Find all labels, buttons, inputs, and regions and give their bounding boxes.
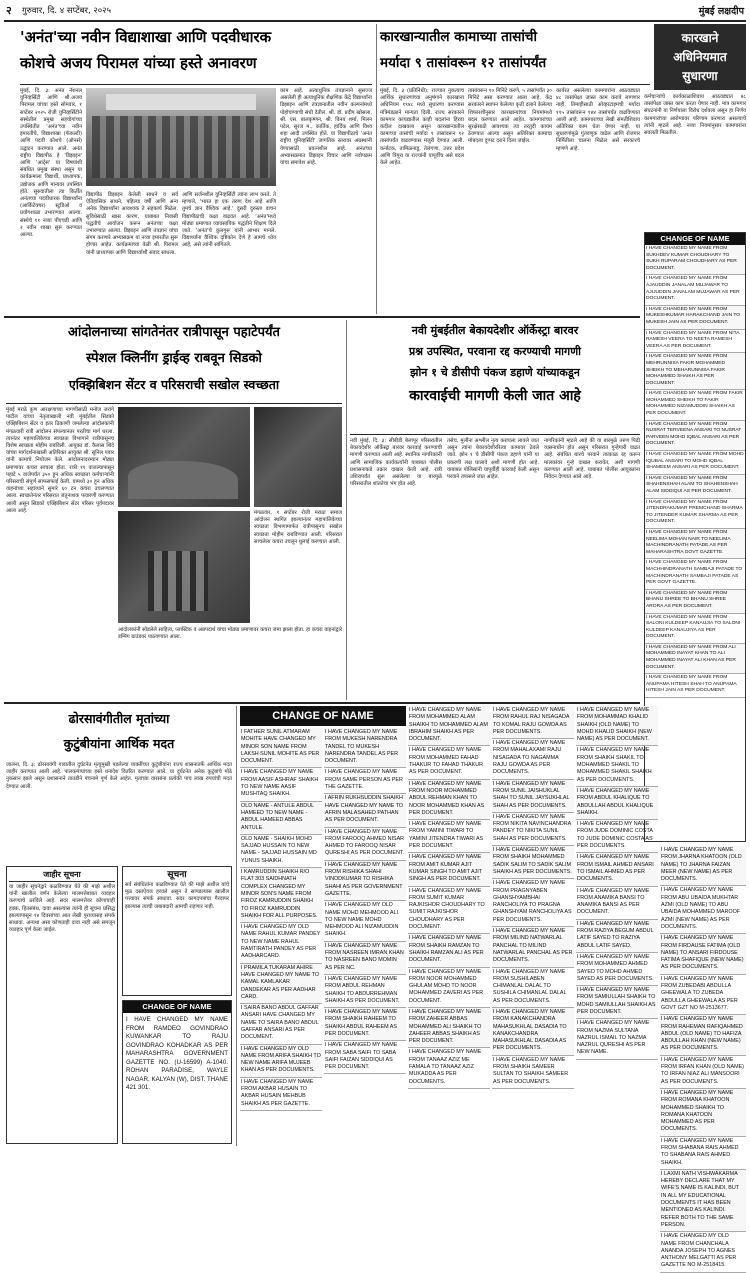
story3-photo-top bbox=[118, 407, 250, 507]
name-change-notice: I HAVE CHANGED MY NAME FROM ROMANA KHATOON MOHAMMED SHAIKH TO ROMANA KHATOON MOHAMMED AS PER DOCUMENTS. bbox=[660, 1089, 746, 1137]
story4-col3-text: नागरिकांनी म्हटले आहे की या बारमुळे तरुण पिढी व्यसनाधीन होत असून परिसरात गुन्हेगारी वाढत आहे. संबंधित बारचे परवाने तात्काळ रद्द करून मालकांवर गुन्हे दाखल करावेत, अशी मागणी करण्यात आली आहे. याबाबत पोलीस आयुक्तांना निवेदन देण्यात आले आहे. bbox=[544, 438, 640, 481]
middle-section-rule bbox=[4, 702, 640, 704]
name-change-notice: I HAVE CHANGED MY NAME FROM ISMAIL AHMED ANSARI TO ISMAIL AHMED AS PER DOCUMENTS. bbox=[576, 853, 658, 886]
classifieds-col6 bbox=[660, 846, 746, 1269]
public-notice-text: या जाहीर सूचनेद्वारे कळविण्यात येते की माझे अशील यांनी खालील वर्णन केलेल्या मालमत्तेबाबत व्यवहार करण्याचे ठरविले आहे. सदर मालमत्तेवर कोणाचाही हक्क, हितसंबंध, दावा असल्यास त्यांनी ही सूचना प्रसिद्ध झाल्यापासून १४ दिवसांच्या आत लेखी पुराव्यासह संपर्क साधावा. अन्यथा असा कोणताही दावा नाही असे समजून व्यवहार पूर्ण केला जाईल. bbox=[9, 884, 115, 934]
story3-body bbox=[6, 407, 114, 697]
story4-headline-line2: प्रश्न उपस्थित, परवाना रद्द करण्याची मागणी bbox=[409, 345, 581, 358]
small-coc-heading: CHANGE OF NAME bbox=[123, 1001, 231, 1013]
name-change-notice: I HAVE CHANGED MY NAME FROM SUNIL JAISHUKLAL SHAH TO SUNIL JAYSUKHLAL SHAH AS PER DOCUMENTS. bbox=[492, 780, 574, 813]
right-coc-heading: CHANGE OF NAME bbox=[645, 233, 745, 245]
name-change-notice: I SAIRA BANO ABDUL GAFFAR ANSARI HAVE CHANGED MY NAME TO SAIRA BANO ABDUL GAFFAR ANSARI AS PER DOCUMENT. bbox=[240, 1004, 322, 1044]
name-change-notice: I HAVE CHANGED MY NAME FROM AKBAR HUSAIN TO AKBAR HUSAIN MEHBUB SHAIKH AS PER GAZETTE. bbox=[240, 1078, 322, 1111]
page-number: २ bbox=[6, 4, 12, 17]
story3-caption bbox=[254, 510, 342, 620]
story2-tag-line2: अधिनियमात bbox=[673, 50, 727, 64]
name-change-notice: I HAVE CHANGED MY NAME FROM AMIT KUMAR AJIT KUMAR SINGH TO AMIT AJIT SINGH AS PER DOCUMENT. bbox=[408, 853, 490, 886]
photo-people-row bbox=[92, 116, 270, 178]
story2-col2 bbox=[468, 88, 552, 313]
suchana-box bbox=[122, 866, 232, 996]
public-notice-box bbox=[6, 866, 118, 1144]
name-change-notice: I HAVE CHANGED MY NAME FROM SAME PERSON AS PER THE GAZETTE. bbox=[324, 768, 406, 794]
name-change-notice: I HAVE CHANGED MY NAME FROM NOOR MOHAMMED ABDUL REHMAN KHAN TO NOOR MOHAMMED KHAN AS PER DOCUMENT. bbox=[408, 780, 490, 820]
column-divider-2 bbox=[346, 320, 347, 700]
name-change-notice: I HAVE CHANGED MY NAME FROM MOHAMMED AHMED SAYED TO MOHD AHMED SAYED AS PER DOCUMENTS. bbox=[576, 953, 658, 986]
name-change-notice: I HAVE CHANGED MY NAME FROM KANAKCHANDRA MAHASUKHLAL DASADIA TO KANAKCHANDRA MAHASUKHLAL DASADIA AS PER DOCUMENTS. bbox=[492, 1008, 574, 1056]
name-change-notice: I HAVE CHANGED MY NAME FROM AJAUDDIN JANALAM MUJAWAR TO AJIJUDDIN JANALAM MUJAWAR AS PER DOCUMENT. bbox=[645, 275, 745, 305]
classifieds-col5 bbox=[576, 706, 658, 1146]
name-change-notice: OLD NAME - SHAIKH MOHD SAJJAD HUSSAIN TO NEW NAME - SAJJAD HUSSAIN MD YUNUS SHAIKH. bbox=[240, 835, 322, 868]
classifieds-col2 bbox=[324, 728, 406, 1146]
name-change-notice: I HAVE CHANGED MY NAME FROM NASREEN IMRAN KHAN TO NASREEN BANO MOMIN AS PER NC. bbox=[324, 942, 406, 975]
name-change-notice: I HAVE CHANGED MY NAME FROM ZAHEER ABBAS MOHAMMED ALI SHAIKH TO ZAHEER ABBAS SHAIKH AS PER DOCUMENT. bbox=[408, 1008, 490, 1048]
story4-headline-line4: कारवाईची मागणी केली जात आहे bbox=[409, 388, 581, 404]
suchana-title: सूचना bbox=[167, 870, 187, 880]
story3-headline-line3: एक्झिबिशन सेंटर व परिसराची सखोल स्वच्छता bbox=[68, 377, 280, 392]
classifieds-heading-box bbox=[240, 706, 406, 726]
name-change-notice: I HAVE CHANGED MY OLD NAME FROM CHANCHALA ANANDA JOSEPH TO AGNES ANTHONY MELGATTI AS PER GAZETTE NO M-2518415. bbox=[660, 1232, 746, 1272]
story4-col1 bbox=[350, 438, 442, 698]
name-change-notice: I HAVE CHANGED MY NAME FROM MUKESH NARENDRA TANDEL TO MUKESH NARENDRA TANDEL AS PER DOCUMENT. bbox=[324, 728, 406, 768]
name-change-notice: I HAVE CHANGED MY NAME FROM MACHHINDRANATH SAMBAJI PATADE TO MACHINDRANATH SAMBAJI PATADE AS PER GOVT GAZETTE. bbox=[645, 559, 745, 589]
story2-divider bbox=[380, 84, 650, 85]
story2-col1-text: मुंबई, दि. ३ (प्रतिनिधी): राज्यात नुकत्याच आर्थिक सुधारणांच्या अनुषंगाने कारखाना अधिनियम १९४८ मध्ये सुधारणा करण्यास मंत्रिमंडळाने मान्यता दिली. राज्य सरकारने कामगार कायद्यातील काही बदलांना हिरवा कंदील दाखवला असून कारखान्यातील कामाच्या तासांची मर्यादा ९ तासांवरून १२ तासांपर्यंत वाढवण्यास मंजुरी देण्यात आली. कर्नाटक, तामिळनाडू, तेलंगणा, उत्तर प्रदेश आणि त्रिपुरा या राज्यांनी यापूर्वीच असे बदल केले आहेत. bbox=[380, 88, 464, 167]
name-change-notice: I HAVE CHANGED MY NAME FROM JITENDRAKUMAR PREMCHAND SHARMA TO JITENDER KUMAR SHARMA AS PER DOCUMENT. bbox=[645, 499, 745, 529]
story1-col1 bbox=[20, 88, 82, 313]
story3-body-text: मुंबई मराठे कुण आरक्षणाच्या मागणीसाठी मनोज जरांगे पाटील यांच्या नेतृत्वाखाली नवी मुंबईतील सिडको एक्झिबिशन सेंटर व इतर ठिकाणी जमलेल्या आंदोलकांनी मंगळवारी रात्री आंदोलन संपल्यानंतर परतीचा मार्ग धरला. त्यानंतर महापालिकेच्या स्वच्छता विभागाने रात्रीपासूनच विशेष स्वच्छता मोहीम राबविली. आयुक्त डॉ. कैलास शिंदे यांच्या मार्गदर्शनाखाली अतिरिक्त आयुक्त श्री. सुनिल पवार यांनी कामाचे नियोजन केले. आंदोलनादरम्यान मोठ्या प्रमाणावर कचरा साचला होता. रात्री ११ वाजल्यापासून पहाटे ५ वाजेपर्यंत ३५० हून अधिक स्वच्छता कर्मचाऱ्यांनी परिसराची संपूर्ण साफसफाई केली. यामध्ये ३० हून अधिक वाहनांच्या सहाय्याने सुमारे ६० टन कचरा उचलण्यात आला. स्वच्छतेनंतर परिसरात जंतुनाशक फवारणी करण्यात आली असून सिडको एक्झिबिशन सेंटर परिसर पूर्वपदावर आला आहे. bbox=[6, 407, 114, 514]
small-change-of-name-box bbox=[122, 1000, 232, 1144]
name-change-notice: I HAVE CHANGED MY NAME FROM SAMIULLAH SHAIKH TO MOHD SAMIULLAH SHAIKH AS PER DOCUMENT. bbox=[576, 986, 658, 1019]
story2-tag-line1: कारखाने bbox=[681, 31, 719, 45]
name-change-notice: I HAVE CHANGED MY NAME FROM FAKIR MOHAMMED SHEIKH TO FAKIR MOHAMMED NIZAMUDDIN SHAIKH AS PER DOCUMENT. bbox=[645, 390, 745, 420]
name-change-notice: I HAVE CHANGED MY NAME FROM AASIF ASHRAF SHAIKH TO NEW NAME AASIF MUSHTAQ SHAIKH. bbox=[240, 768, 322, 801]
story3-photo-bottom bbox=[118, 511, 250, 623]
name-change-notice: I HAVE CHANGED MY NAME FROM SUSHILABEN CHIMANLAL DALAL TO SUSHILA CHIMANLAL DALAL AS PER DOCUMENTS. bbox=[492, 968, 574, 1008]
name-change-notice: I HAVE CHANGED MY OLD NAME RAHUL KUMAR PANDEY TO NEW NAME RAHUL RAMTIRATH PANDEY AS PER AADHARCARD. bbox=[240, 923, 322, 963]
brand-name: मुंबई लक्षदीप bbox=[698, 6, 744, 17]
name-change-notice: I HAVE CHANGED MY NAME FROM JUDE DOMINIC COSTA TO JUDE DOMINIC COSTA AS PER DOCUMENTS. bbox=[576, 820, 658, 853]
name-change-notice: I HAVE CHANGED MY NAME FROM FAROOQ AHMED NISAR AHMED TO FAROOQ NISAR QURESHI AS PER DOCUMENT. bbox=[324, 828, 406, 861]
story4-headline-line3: झोन १ चे डीसीपी पंकज डहाणे यांच्याकडून bbox=[410, 366, 580, 379]
name-change-notice: I HAVE CHANGED MY NAME FROM TANAAZ AZIZ ME FAMALA TO TANAAZ AZIZ MUKADDA AS PER DOCUMENTS. bbox=[408, 1048, 490, 1088]
name-change-notice: I HAVE CHANGED MY NAME FROM SHAIKH SAMEER SULTAN TO SHAIKH SAMEER AS PER DOCUMENTS. bbox=[492, 1056, 574, 1089]
story2-col4 bbox=[644, 94, 746, 230]
story2-col3-text: कार्यरत असलेल्या कामगारांना आठवड्यात ४८ तासांपेक्षा जास्त काम करावे लागणार नाही. तिमाहीसाठी ओव्हरटाइमची मर्यादा ११५ तासांवरून १४४ तासांपर्यंत वाढविण्यात आली आहे. कामगाराच्या लेखी संमतीशिवाय अतिरिक्त काम घेता येणार नाही. या सुधारणांमुळे गुंतवणूक वाढेल आणि रोजगार निर्मितीला चालना मिळेल असे सरकारचे म्हणणे आहे. bbox=[556, 88, 640, 152]
name-change-notice: I HAVE CHANGED MY NAME FROM NOOR MOHAMMED GHULAM MOHD TO NOOR MOHAMMED ZAVERI AS PER DOCUMENT. bbox=[408, 968, 490, 1008]
story1-col4-text: काम आहे. अत्याधुनिक तंत्रज्ञानाने सुसज्ज असलेली ही अत्याधुनिक शैक्षणिक केंद्रे विद्यार्थ्यांना डिझाइन आणि तंत्रज्ञानातील नवीन कल्पनांमध्ये पोहोचण्याची संधी देतील. श्री. डॉ. प्रदीप खोसला, श्री. एस. बालकृष्णन, श्री. विनय शर्मा, मिलन पटेल, सुरज म., कार्तिक, हार्दिक आणि विश्व शहा आदी उपस्थित होते. या विद्यापीठाचे 'अनंत राष्ट्रीय युनिव्हर्सिटी' जागतिक स्तरावर अग्रस्थानी येण्यासाठी प्रयत्नशील आहे. अनंतच्या अभ्यासक्रमात डिझाइन विचार आणि नवोपक्रम यांचा समावेश आहे. bbox=[280, 88, 372, 167]
name-change-notice: OLD NAME - ANTULE ABDUL HAMEED TO NEW NAME - ABDUL HAMEED ABBAS ANTULE. bbox=[240, 802, 322, 835]
story4-divider bbox=[350, 434, 640, 435]
story3-headline-line2: स्पेशल क्लिनींग ड्राईव्ह राबवून सिडको bbox=[86, 351, 262, 366]
name-change-notice: I HAVE CHANGED MY NAME FROM IRFAN KHAN (OLD NAME) TO IRFAN NIAZ ALI MANSOORI AS PER DOCUMENTS. bbox=[660, 1056, 746, 1089]
right-coc-list bbox=[645, 245, 745, 698]
name-change-notice: I HAVE CHANGED MY NAME FROM ABDUL KHALIQUE TO ABDULLAH ABDUL KHALIQUE SHAIKH. bbox=[576, 787, 658, 820]
story4-col2 bbox=[447, 438, 539, 698]
classifieds-col3 bbox=[408, 706, 490, 1146]
name-change-notice: I HAVE CHANGED MY NAME FROM SUMIT KUMAR RAJKISHOR CHOUDHARY TO SUMIT RAJKISHOR CHOUDHARY AS PER DOCUMENT. bbox=[408, 887, 490, 935]
name-change-notice: I HAVE CHANGED MY NAME FROM RAHEMAN RAFIQAHMED ABDUL (OLD NAME) TO HAFIZA ABDULLAH KHAN (NEW NAME) AS PER DOCUMENTS. bbox=[660, 1015, 746, 1055]
story2-col2-text: तासांवरून १० मिनिटे करणे, ५ तासांपर्यंत ३० मिनिटे असा करण्यात आला आहे. केंद्र सरकारने स्थापन केलेल्या कृती दलाने केलेल्या शिफारशीनुसार कारखान्यांच्या नियमांमध्ये बदल करण्यात आले आहेत. कामगारांच्या सुरक्षेसाठी आवश्यक त्या तरतुदी कायम ठेवण्यात आल्या असून अतिरिक्त कामाचा मोबदला दुप्पट दराने दिला जाईल. bbox=[468, 88, 552, 145]
public-notice-title: जाहीर सूचना bbox=[9, 869, 115, 882]
name-change-notice: I HAVE CHANGED MY NAME FROM NIKITA NAVINCHANDRA PANDEY TO NIKITA SUNIL SHAH AS PER DOCUMENTS. bbox=[492, 813, 574, 846]
name-change-notice: I HAVE CHANGED MY NAME FROM MILIND NATWARLAL PANCHAL TO MILIND NATWARLAL PANCHAL AS PER DOCUMENTS. bbox=[492, 927, 574, 967]
name-change-notice: I HAVE CHANGED MY NAME FROM BHANU SHREE TO BHANU SHREE ARORA AS PER DOCUMENT. bbox=[645, 590, 745, 614]
story1-headline-line1: 'अनंत'च्या नवीन विद्याशाखा आणि पदवीधारक bbox=[20, 28, 272, 46]
name-change-notice: I HAVE CHANGED MY NAME FROM YAMINI TIWARI TO YAMINI JITENDRA TIWARI AS PER DOCUMENT. bbox=[408, 820, 490, 853]
photo-trash-pile bbox=[128, 461, 238, 499]
story2-col4-text: कर्मचाऱ्यांचे कार्यकाळाशिवाय आठवड्यात ४८ तासांपेक्षा जास्त काम करता येणार नाही. मात्र कामगार संघटनांनी या निर्णयाला विरोध दर्शवला असून हा निर्णय कामगारांच्या आरोग्यावर परिणाम करणारा असल्याचे त्यांनी म्हटले आहे. नव्या नियमांनुसार कामगारांना सवलती मिळतील. bbox=[644, 94, 746, 137]
suchana-text: सर्व संबंधितांना कळविण्यात येते की माझे अशील यांचे मूळ दस्तऐवज हरवले असून ते सापडल्यास खालील पत्त्यावर संपर्क साधावा. सदर कागदपत्रांचा गैरवापर झाल्यास त्याची जबाबदारी आमची राहणार नाही. bbox=[125, 882, 229, 910]
upper-section-rule bbox=[4, 316, 640, 318]
right-change-of-name-column bbox=[644, 232, 746, 842]
story2-headline-line2: मर्यादा ९ तासांवरून १२ तासांपर्यंत bbox=[380, 55, 547, 71]
name-change-notice: I HAVE CHANGED MY NAME FROM SHAIKH RAMZAN TO SHAIKH RAMZAN ALI AS PER DOCUMENT. bbox=[408, 934, 490, 967]
story2-col1 bbox=[380, 88, 464, 313]
story5-headline-line2: कुटुंबीयांना आर्थिक मदत bbox=[63, 736, 175, 751]
name-change-notice: I HAVE CHANGED MY NAME FROM NEELIMA MOHAN NAIR TO NEELIMA MACHINDRANATH PATADE AS PER MAHARASHTRA GOVT GAZETTE. bbox=[645, 529, 745, 559]
name-change-notice: I HAVE CHANGED MY NAME FROM MAHALAXAMI RAJU NISAGADA TO NAGAMMA RAJU GOWDA AS PER DOCUMENTS. bbox=[492, 739, 574, 779]
story4-headline-line1: नवी मुंबईतील बेकायदेशीर ऑर्केस्ट्रा बारवर bbox=[411, 324, 579, 337]
classifieds-col1 bbox=[240, 728, 322, 1146]
header-rule bbox=[4, 20, 746, 22]
name-change-notice: I HAVE CHANGED MY NAME FROM MUKESHKUMAR HARAKCHAND JAIN TO MUKESH JAIN AS PER DOCUMENT. bbox=[645, 306, 745, 330]
name-change-notice: I FATHER SUNIL ATMARAM MOHITE HAVE CHANGED MY MINOR SON NAME FROM LAKSH SUNIL MOHITE AS PER DOCUMENT. bbox=[240, 728, 322, 768]
story5-headline bbox=[6, 706, 232, 760]
name-change-notice: I HAVE CHANGED MY NAME FROM MOHAMMED ALAM SHAIKH TO MOHAMMED ALAM IBRAHIM SHAIKH AS PER DOCUMENT. bbox=[408, 706, 490, 746]
story5-body-text: जालना, दि. ३: ढोरसावंगी गावातील दुर्घटनेत मृत्युमुखी पडलेल्या व्यक्तींच्या कुटुंबीयांना राज्य शासनातर्फे आर्थिक मदत जाहीर करण्यात आली आहे. पालकमंत्र्यांच्या हस्ते धनादेश वितरित करण्यात आले. या दुर्घटनेत अनेक कुटुंबांचे मोठे नुकसान झाले असून प्रशासनाने तातडीने पंचनामे पूर्ण केले आहेत. मृतांच्या वारसांना प्रत्येकी पाच लाख रुपयांची मदत देण्यात आली. bbox=[6, 762, 232, 790]
story3-headline bbox=[6, 320, 342, 402]
name-change-notice: I HAVE CHANGED MY NAME FROM RISHIKA SHAHI VINODKUMAR TO RISHIKA SHAHI AS PER GOVERNMENT GAZETTE. bbox=[324, 861, 406, 901]
name-change-notice: I AFRIN RUKHSUDDIN SHAIKH HAVE CHANGED MY NAME TO AFRIN MALASAHED PATHAN AS PER DOCUMENT. bbox=[324, 794, 406, 827]
story1-divider bbox=[20, 84, 372, 85]
name-change-notice: I HAVE CHANGED MY OLD NAME FROM ARIFA SHAIKH TO NEW NAME ARIFA MUJEEB KHAN AS PER DOCUMENTS. bbox=[240, 1045, 322, 1078]
name-change-notice: I HAVE CHANGED MY NAME FROM FIRDAUSE FATIMA (OLD NAME) TO ANSARI FIRDOUSE FATIMA SHAFIQUE (NEW NAME) AS PER DOCUMENTS. bbox=[660, 934, 746, 974]
name-change-notice: I HAVE CHANGED MY NAME FROM ABU UBAIDA MUKHTAR AZMI (OLD NAME) TO ABU UBAIDA MOHAMMED MAROOF AZMI (NEW NAME) AS PER DOCUMENTS. bbox=[660, 886, 746, 934]
story1-col2-text: विद्यापीठ डिझाइन केलेली साधने व सर्व ऐतिहासिक साधने, पहिल्या वर्षी आणि अन्य अनेक विद्यार्थ्यांना आवश्यक ते सहकार्य मिळेल. सुविधेसाठी खास कारण, याबाबत निवासी पद्धतीचे आयोजन करून अनंतच्या कक्षा उभारण्यात आल्या. डिझाइन आणि तंत्रज्ञान यांचा संगम करणारे अभ्यासक्रम या नव्या इमारतीत सुरू होणार आहेत. कार्यक्रमाच्या वेळी श्री. पिरामल यांनी प्राध्यापक आणि विद्यार्थ्यांशी संवाद साधला. bbox=[86, 192, 178, 256]
story1-col4 bbox=[280, 88, 372, 313]
story2-headline-line1: कारखान्यातील कामाच्या तासांची bbox=[380, 29, 537, 45]
name-change-notice: I HAVE CHANGED MY NAME FROM JHARNA KHATOON (OLD NAME) TO JHARNA FAIZAN MEER (NEW NAME) AS PER DOCUMENTS. bbox=[660, 846, 746, 886]
name-change-notice: I HAVE CHANGED MY NAME FROM RAHUL RAJ NISAGADA TO KOMAL RAJU GOWDA AS PER DOCUMENTS. bbox=[492, 706, 574, 739]
name-change-notice: I PRAMILA TUKARAM AHIRE HAVE CHANGED MY NAME TO KAMAL KAMLAKAR DANDEKAR AS PER AADHAR CARD. bbox=[240, 964, 322, 1004]
story2-col3 bbox=[556, 88, 640, 313]
name-change-notice: I HAVE CHANGED MY NAME FROM ABDUL REHMAN SHAIKH TO ABDURREHMAN SHAIKH AS PER DOCUMENT. bbox=[324, 975, 406, 1008]
story4-col2-text: तसेच, मुलींना अश्लील नृत्य करायला लावले जात असून त्यांना बेकायदेशीररित्या कामावर ठेवले जाते. झोन १ चे डीसीपी पंकज डहाणे यांनी या प्रकरणी लक्ष घालावे अशी मागणी होत आहे. याबाबत पोलिसांनी यापूर्वीही कारवाई केली असून परवाने तपासले जात आहेत. bbox=[447, 438, 539, 481]
story1-col2 bbox=[86, 192, 178, 313]
story2-tag-line3: सुधारणा bbox=[682, 69, 718, 83]
classifieds-col4 bbox=[492, 706, 574, 1146]
story3-divider bbox=[6, 403, 342, 404]
small-coc-text: I HAVE CHANGED MY NAME FROM RAMDEO GOVINDRAO KUWANKAR TO RAJU GOVINDRAO KOHADKAR AS PER MAHARASHTRA GOVERNMENT GAZETTE NO. (U-16599) A-1040. ROHAN PARADISE, WAYLE NAGAR, KALYAN (W), DIST. THANE 421 301. bbox=[126, 1016, 228, 1091]
story3-caption2-text: आंदोलकांनी सोडलेले साहित्य, प्लास्टिक व अन्नपदार्थ यांचा मोठ्या प्रमाणावर कचरा जमा झाला होता. हा कचरा वाहनांद्वारे डम्पिंग ग्राउंडवर पाठवण्यात आला. bbox=[118, 627, 342, 641]
story1-headline-line2: कोशचे अजय पिरामल यांच्या हस्ते अनावरण bbox=[20, 54, 257, 72]
story3-photo-side bbox=[254, 407, 342, 507]
story4-col3 bbox=[544, 438, 640, 698]
name-change-notice: I HAVE CHANGED MY NAME FROM NAZMA SULTANA NAZRUL ISMAIL TO NAZMA NAZRUL QURESHI AS PER NEW NAME. bbox=[576, 1019, 658, 1059]
story1-col1-text: मुंबई, दि. ३: अनंत नॅशनल युनिव्हर्सिटी आणि श्री.अजय पिरामल यांच्या हस्ते सोमवार, १ सप्टेंबर २०२५ रोजी युनिव्हर्सिटीने संस्थेतील प्रमुख सहयोगांच्या उपस्थितीत 'अनंत'च्या नवीन इमारतीचे, विद्याशाखा (फॅकल्टी) आणि पदवी कोशचे (ऑनर्स) उद्घाटन करण्यात आले. अनंत राष्ट्रीय विद्यापीठ हे 'डिझाइन' आणि 'आर्ट्स' या विषयांशी संबंधित प्रमुख संस्था असून या कार्यक्रमाला विद्यार्थी, प्राध्यापक, उद्योजक आणि मान्यवर उपस्थित होते. सुरुवातीला त्या किर्तीत अनंतच्या पदवीधारक विद्यार्थ्यांना (आर्किटेक्चर) स्टुडिओ व प्रयोगशाळा उभारण्यात आल्या. संस्थेचे ११ नव्या पीएचडी आणि २ नवीन शाखा सुरू करण्यात आल्या. bbox=[20, 88, 82, 239]
name-change-notice: I HAVE CHANGED MY NAME FROM SHAHENSHAH ALAM TO SHAHENSHAH ALAM SIDDIQUI AS PER DOCUMENT. bbox=[645, 475, 745, 499]
classifieds-heading: CHANGE OF NAME bbox=[240, 706, 406, 726]
name-change-notice: I HAVE CHANGED MY NAME FROM PRAGNYABEN GHANSHYAMBHAI RANCHOLIYA TO PRAGNA GHANSHYAM RANCHOLIYA AS PER DOCUMENTS. bbox=[492, 879, 574, 927]
date-line: गुरुवार, दि. ४ सप्टेंबर, २०२५ bbox=[22, 6, 112, 16]
column-divider-1 bbox=[376, 24, 377, 314]
story3-caption-text: मंगळवार, १ सप्टेंबर रोजी मराठा समाज आंदोलन स्थगित झाल्यानंतर महापालिकेच्या स्वच्छता विभागामार्फत रात्रीपासूनच सखोल स्वच्छता मोहीम राबविण्यात आली. परिसरात साचलेला कचरा उचलून धुलाई करण्यात आली. bbox=[254, 510, 342, 545]
name-change-notice: I HAVE CHANGED MY NAME FROM SALONI KULDEEP KANAUJIA TO SALONI KULDEEP KANAUJIYA AS PER DOCUMENT. bbox=[645, 614, 745, 644]
name-change-notice: I HAVE CHANGED MY NAME FROM SABA SAIFI TO SABA SAIFI FAIZAN SIDDIQUI AS PER DOCUMENT. bbox=[324, 1041, 406, 1074]
name-change-notice: I LAXMI NATH VISHWAKARMA HEREBY DECLARE THAT MY WIFE'S NAME IS KALINDI, BUT IN ALL MY EDUCATIONAL DOCUMENTS IT HAS BEEN MENTIONED AS KALINDI. REFER BOTH TO THE SAME PERSON. bbox=[660, 1170, 746, 1232]
story2-tag-box bbox=[654, 24, 746, 90]
story3-headline-line1: आंदोलनाच्या सांगतेनंतर रात्रीपासून पहाटेपर्यंत bbox=[68, 325, 280, 340]
name-change-notice: I HAVE CHANGED MY NAME FROM ANAMIKA BANSI TO ANAMIKA BANSI AS PER DOCUMENT. bbox=[576, 887, 658, 920]
name-change-notice: I HAVE CHANGED MY NAME FROM SHAIKH MOHAMMED SADIK SALIM TO SADIK SALIM SHAIKH AS PER DOCUMENTS. bbox=[492, 846, 574, 879]
name-change-notice: I HAVE CHANGED MY NAME FROM ALI MOHAMMED INAYAT KHAN TO ALI MOHAMMED INAYAT ALI KHAN AS PER DOCUMENT. bbox=[645, 644, 745, 674]
story4-headline bbox=[350, 320, 640, 432]
name-change-notice: I HAVE CHANGED MY NAME FROM ANUPAMA HITESH SHAH TO ANUPAMA HITESH JAIN AS PER DOCUMENT. bbox=[645, 674, 745, 698]
story1-col3 bbox=[182, 192, 276, 313]
name-change-notice: I HAVE CHANGED MY NAME FROM MOHD IQUBAL ANSARI TO MOHD IQBAL SHAMEEM ANSARI AS PER DOCUMENT. bbox=[645, 451, 745, 475]
photo-banner bbox=[106, 94, 256, 110]
story1-col3-text: आणि सर्जनशील युनिव्हर्सिटी त्यांना लाभ करते. ते म्हणाले, 'भारत हा एक तरुण देश आहे आणि तुमचे ज्ञान वैश्विक आहे.' दुसरी दुरुस्ता वाचन विद्यापीठाची कक्षा वाढवत आहे. 'अनंत'मध्ये मोठ्या प्रमाणात व्यावसायिक पद्धतीने शिक्षण दिले जाते. 'अनंत'चे कुलगुरू यांनी आभार मानले. विद्यार्थ्यांना वैश्विक दृष्टिकोन देणे हे आमचे ध्येय आहे, असे त्यांनी सांगितले. bbox=[182, 192, 276, 249]
story1-headline bbox=[20, 24, 372, 82]
name-change-notice: I HAVE CHANGED MY NAME FROM MEHRUNNISA FAKIR MOHAMMED SHEIKH TO MEHARUNNISA FAKIR MOHAMMED SHAIKH AS PER DOCUMENT. bbox=[645, 353, 745, 390]
name-change-notice: I HAVE CHANGED MY NAME FROM SUKHDEV KUMAR CHOUDHARY TO SUKH RUPARAM CHOUDHARY AS PER DOCUMENT. bbox=[645, 245, 745, 275]
name-change-notice: I HAVE CHANGED MY OLD NAME MOHD MEHMOOD ALI TO NEW NAME MOHD MEHMOOD ALI NIZAMUDDIN SHAIKH. bbox=[324, 901, 406, 941]
name-change-notice: I HAVE CHANGED MY NAME FROM MOHAMMAD KHALID SHAIKH (OLD NAME) TO MOHD KHALID SHAIKH (NEW NAME) AS PER DOCUMENT. bbox=[576, 706, 658, 746]
story5-headline-line1: ढोरसावंगीतील मृतांच्या bbox=[68, 711, 170, 726]
name-change-notice: I HAVE CHANGED MY NAME FROM NITA RAMESH VEERA TO NEETA RAMESH VEERA AS PER DOCUMENT. bbox=[645, 330, 745, 354]
name-change-notice: I KAMRUDDIN SHAIKH R/O FLAT 303 SAIDHNATH COMPLEX CHANGED MY MINOR SON'S NAME FROM FIROZ KAMRUDDIN SHAIKH TO FIROZ KAMRUDDIN SHAIKH FOR ALL PURPOSES. bbox=[240, 868, 322, 923]
name-change-notice: I HAVE CHANGED MY NAME FROM SHABANA RAIS AHMED TO SHABANA RAIS AHMED SHAIKH. bbox=[660, 1137, 746, 1170]
name-change-notice: I HAVE CHANGED MY NAME FROM SHAIKH SHAKIL TO MOHAMMED SHAKIL TO MOHAMMED SHAKIL SHAIKH AS PER DOCUMENTS. bbox=[576, 746, 658, 786]
column-divider-3 bbox=[236, 706, 237, 1146]
story5-body bbox=[6, 762, 232, 862]
story3-caption2 bbox=[118, 627, 342, 699]
name-change-notice: I HAVE CHANGED MY NAME FROM ZUBEDABI ABDULLA GHEEWALA TO ZUBEDA ABDULLA GHEEWALA AS PER GOVT GZT NO M-2513677. bbox=[660, 975, 746, 1015]
name-change-notice: I HAVE CHANGED MY NAME FROM MOHAMMED FAHAD THAKUR TO FAHAD THAKUR AS PER DOCUMENT. bbox=[408, 746, 490, 779]
story4-col1-text: नवी मुंबई, दि. ३: सीबीडी बेलापूर परिसरातील बेकायदेशीर ऑर्केस्ट्रा बारवर कारवाई करण्याची मागणी करण्यात आली आहे. स्थानिक नागरिकांनी आणि सामाजिक कार्यकर्त्यांनी याबाबत पोलीस प्रशासनाकडे तक्रार दाखल केली आहे. रात्री उशिरापर्यंत सुरू असलेल्या या बारमुळे परिसरातील शांततेचा भंग होत आहे. bbox=[350, 438, 442, 488]
story2-headline bbox=[380, 24, 650, 82]
photo-workers bbox=[148, 551, 208, 611]
page-header bbox=[4, 3, 746, 20]
story1-photo bbox=[86, 88, 276, 186]
name-change-notice: I HAVE CHANGED MY NAME FROM NUSRAT TERVEENA ANSARI TO NUSRAT PARVEEN MOHD IQBAL ANSARI AS PER DOCUMENT. bbox=[645, 421, 745, 451]
name-change-notice: I HAVE CHANGED MY NAME FROM RAZIYA BEGUM ABDUL LATIF SAYED TO RAZIYA ABDUL LATIF SAYED. bbox=[576, 920, 658, 953]
name-change-notice: I HAVE CHANGED MY NAME FROM SHAIKH RAHEEM TO SHAIKH ABDUL RAHEEM AS PER DOCUMENT. bbox=[324, 1008, 406, 1041]
